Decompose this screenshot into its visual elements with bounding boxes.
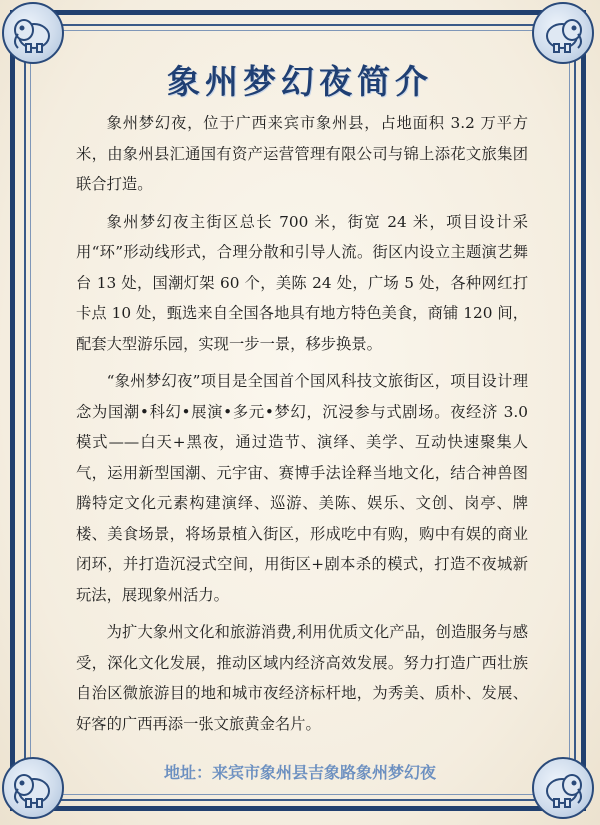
page-title: 象州梦幻夜简介 [167,62,433,101]
elephant-icon [532,2,594,64]
paragraph: “象州梦幻夜”项目是全国首个国风科技文旅街区，项目设计理念为国潮•科幻•展演•多元•梦幻，沉浸参与式剧场。夜经济 3.0 模式——白天+黑夜，通过造节、演绎、美学、互动快速聚集人气，运用新型国潮、元宇宙、赛博手法诠释当地文化，结合神兽图腾特定文化元素构建演绎、巡游、美陈、娱乐、文创、岗亭、牌楼、美食场景，将场景植入街区，形成吃中有购，购中有娱的商业闭环，并打造沉浸式空间，用街区+剧本杀的模式，打造不夜城新玩法，展现象州活力。 [76,372,528,604]
elephant-icon [2,2,64,64]
intro-body [76,108,528,746]
address-line: 地址：来宾市象州县吉象路象州梦幻夜 [163,763,436,782]
paragraph: 为扩大象州文化和旅游消费,利用优质文化产品，创造服务与感受，深化文化发展，推动区域内经济高效发展。努力打造广西壮族自治区微旅游目的地和城市夜经济标杆地，为秀美、质朴、发展、好客的广西再添一张文旅黄金名片。 [76,623,528,733]
paragraph: 象州梦幻夜，位于广西来宾市象州县，占地面积 3.2 万平方米，由象州县汇通国有资产运营管理有限公司与锦上添花文旅集团联合打造。 [76,114,528,193]
paragraph: 象州梦幻夜主街区总长 700 米，街宽 24 米，项目设计采用“环”形动线形式，合理分散和引导人流。街区内设立主题演艺舞台 13 处，国潮灯架 60 个，美陈 24 处，广场 5 处，各种网红打卡点 10 处，甄选来自全国各地具有地方特色美食，商铺 120 间，配套大型游乐园，实现一步一景，移步换景。 [76,212,528,353]
